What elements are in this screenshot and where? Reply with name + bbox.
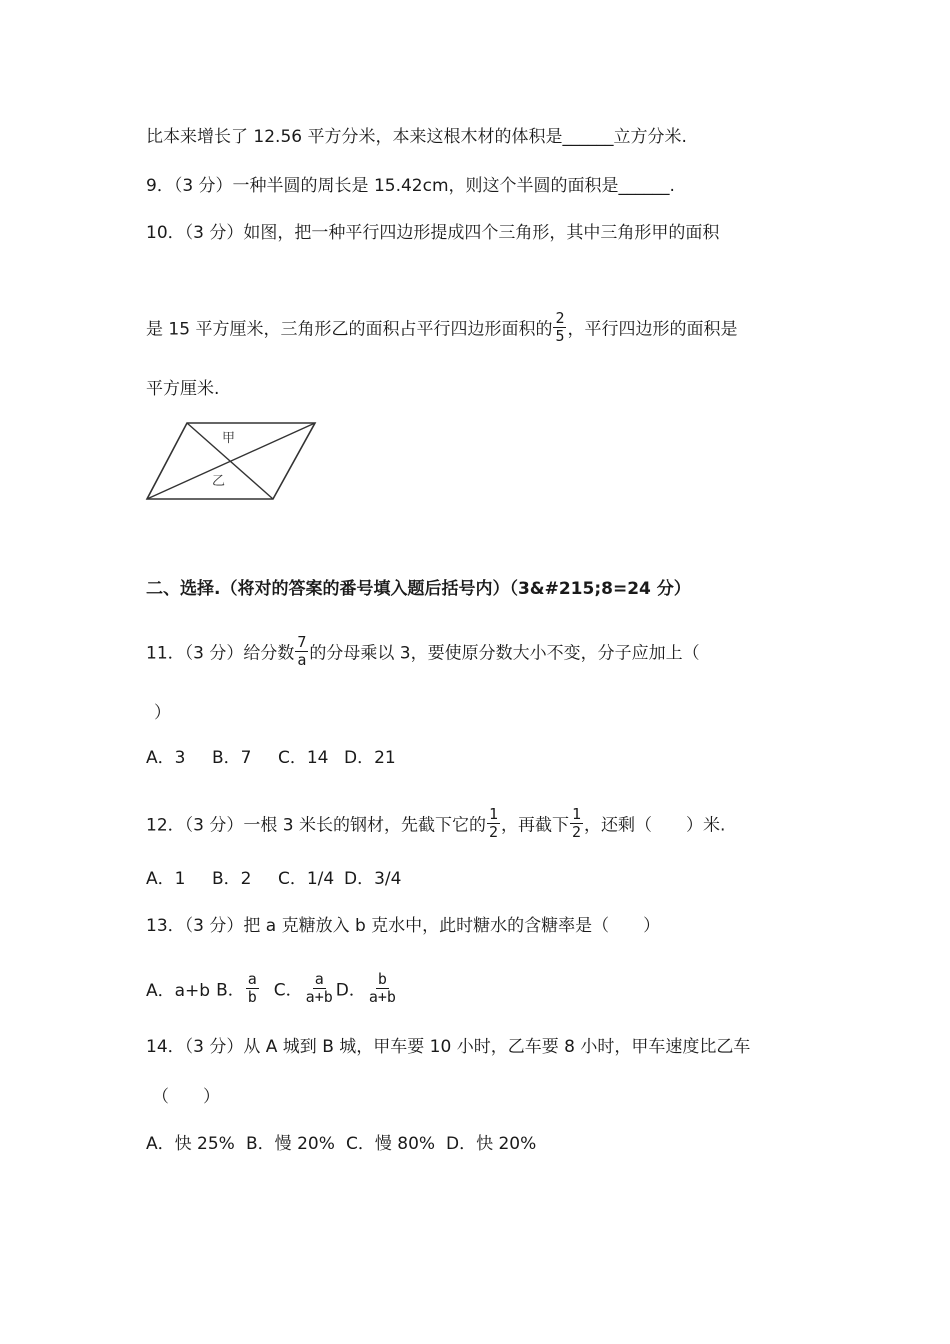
q10-fraction-numerator: 2 <box>555 309 565 327</box>
q14-line2: （ ） <box>152 1087 220 1107</box>
q8-continuation: 比本来增长了 12.56 平方分米，本来这根木材的体积是______立方分米. <box>146 127 687 147</box>
q11-option-d[interactable]: D．21 <box>344 748 396 768</box>
q11-fraction-numerator: 7 <box>297 633 307 651</box>
q11-fraction-denominator: a <box>297 651 307 669</box>
parallelogram-figure <box>140 415 325 507</box>
q13-option-d[interactable] <box>335 970 399 1008</box>
q10-line3: 平方厘米. <box>146 379 220 399</box>
q11-option-b[interactable]: B．7 <box>212 748 252 768</box>
q14-line1: 14．（3 分）从 A 城到 B 城，甲车要 10 小时，乙车要 8 小时，甲车速度比乙车 <box>146 1037 751 1057</box>
q14-option-b[interactable]: B．慢 20% <box>246 1134 335 1154</box>
q12-fraction-2-numerator: 1 <box>572 805 582 823</box>
q13-text: 13．（3 分）把 a 克糖放入 b 克水中，此时糖水的含糖率是（ ） <box>146 916 661 936</box>
q13-option-d-numerator: b <box>377 970 387 988</box>
q13-option-c-numerator: a <box>314 970 324 988</box>
q13-option-b[interactable] <box>216 970 260 1008</box>
q9-text: 9．（3 分）一种半圆的周长是 15.42cm，则这个半圆的面积是______. <box>146 176 675 196</box>
figure-label-yi: 乙 <box>212 474 226 489</box>
q12-options <box>146 868 401 890</box>
q12-fraction-1 <box>487 806 500 841</box>
q12-option-d[interactable]: D．3/4 <box>344 869 402 889</box>
q12-option-a[interactable]: A．1 <box>146 869 186 889</box>
q10-line2-after: ，平行四边形的面积是 <box>567 319 738 340</box>
q12-fraction-1-numerator: 1 <box>488 805 499 823</box>
q13-option-b-denominator: b <box>247 988 257 1006</box>
q13-option-a[interactable]: A．a+b <box>146 980 211 1001</box>
section2-heading: 二、选择.（将对的答案的番号填入题后括号内）（3&#215;8=24 分） <box>146 579 691 599</box>
q10-line2-before: 是 15 平方厘米，三角形乙的面积占平行四边形面积的 <box>146 319 553 340</box>
q12-middle: ，再截下 <box>501 815 570 836</box>
q13-options <box>146 970 399 1008</box>
q10-fraction-denominator: 5 <box>555 327 565 345</box>
q13-option-c-label: C． <box>273 980 303 1001</box>
q11-line1 <box>146 633 700 671</box>
q13-option-d-label: D． <box>335 980 366 1001</box>
q12-line1 <box>146 805 726 843</box>
q14-option-c[interactable]: C．慢 80% <box>346 1134 436 1154</box>
q13-option-d-fraction <box>367 971 398 1006</box>
q10-fraction <box>553 310 566 345</box>
q12-fraction-1-denominator: 2 <box>488 823 499 841</box>
q13-option-c-fraction <box>304 971 335 1006</box>
q14-option-a[interactable]: A．快 25% <box>146 1134 235 1154</box>
q13-option-b-fraction <box>246 971 259 1006</box>
q11-option-c[interactable]: C．14 <box>278 748 329 768</box>
q11-before: 11．（3 分）给分数 <box>146 643 295 664</box>
q14-options <box>146 1133 536 1155</box>
q11-options <box>146 747 396 769</box>
q12-before: 12．（3 分）一根 3 米长的钢材，先截下它的 <box>146 815 486 836</box>
q11-after: 的分母乘以 3，要使原分数大小不变，分子应加上（ <box>309 643 700 664</box>
q13-option-b-numerator: a <box>247 970 257 988</box>
q12-after: ，还剩（ ）米. <box>584 815 726 836</box>
q12-fraction-2-denominator: 2 <box>572 823 582 841</box>
q12-option-c[interactable]: C．1/4 <box>278 869 335 889</box>
q11-fraction <box>295 634 308 669</box>
q12-fraction-2 <box>570 806 583 841</box>
q14-option-d[interactable]: D．快 20% <box>446 1134 537 1154</box>
q10-line2 <box>146 309 738 347</box>
figure-label-jia: 甲 <box>222 431 236 446</box>
q13-option-b-label: B． <box>216 980 245 1001</box>
q11-line2: ） <box>154 703 171 723</box>
q12-option-b[interactable]: B．2 <box>212 869 252 889</box>
q10-line1: 10．（3 分）如图，把一种平行四边形提成四个三角形，其中三角形甲的面积 <box>146 223 720 243</box>
q13-option-c[interactable] <box>273 970 336 1008</box>
q13-option-c-denominator: a+b <box>305 988 333 1006</box>
q11-option-a[interactable]: A．3 <box>146 748 186 768</box>
q13-option-d-denominator: a+b <box>368 988 396 1006</box>
